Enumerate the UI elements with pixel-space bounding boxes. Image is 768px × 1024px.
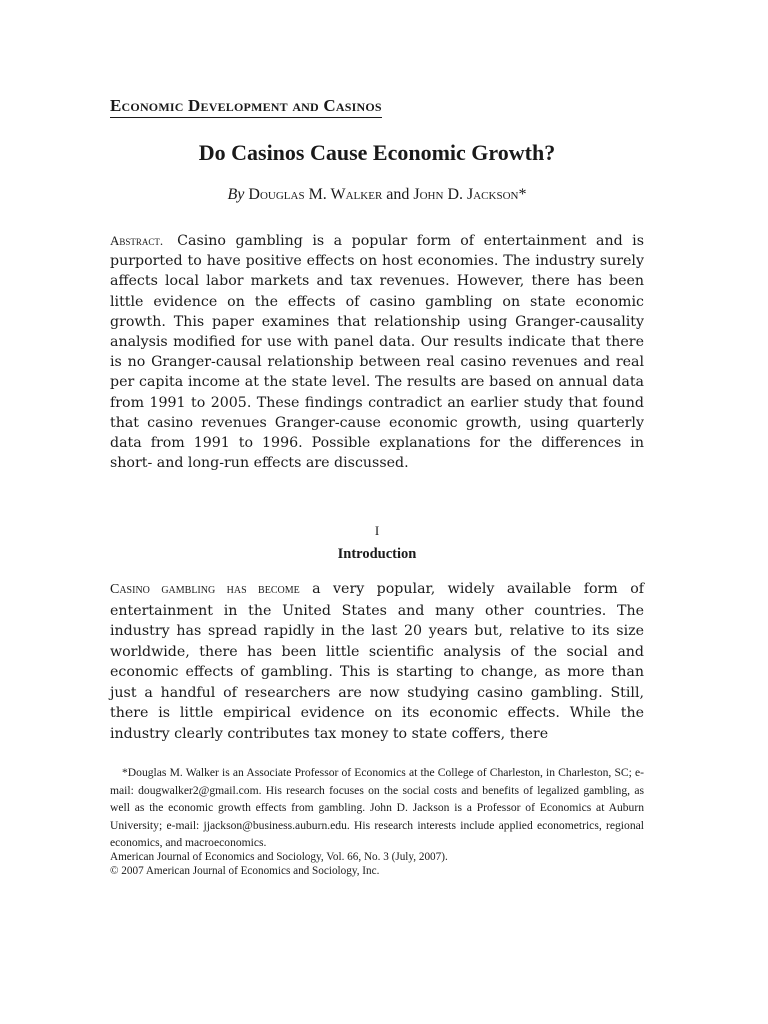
- abstract: [110, 231, 644, 473]
- introduction-text: a very popular, widely available form of entertainment in the United States and many other countries. The industry has spread rapidly in the last 20 years but, relative to its size worldwide, there has been little scientific analysis of the social and economic effects of gambling. This is starting to change, as more than just a handful of researchers are now studying casino gambling. Still, there is little empirical evidence on its economic effects. While the industry clearly contributes tax money to state coffers, there: [110, 581, 644, 742]
- copyright-line: © 2007 American Journal of Economics and Sociology, Inc.: [110, 864, 380, 877]
- introduction-paragraph: [110, 579, 644, 744]
- byline-and: and: [386, 186, 410, 203]
- lead-in: Casino gambling has become: [110, 582, 300, 598]
- abstract-text: Casino gambling is a popular form of entertainment and is purported to have positive effects on host economies. The industry surely affects local labor markets and tax revenues. However, there has been little evidence on the effects of casino gambling on state economic growth. This paper examines that relationship using Granger-causality analysis modified for use with panel data. Our results indicate that there is no Granger-causal relationship between real casino revenues and real per capita income at the state level. The results are based on annual data from 1991 to 2005. These findings contradict an earlier study that found that casino revenues Granger-cause economic growth, using quarterly data from 1991 to 1996. Possible explanations for the differences in short- and long-run effects are discussed.: [110, 233, 644, 472]
- article-page: [110, 96, 644, 878]
- section-number: I: [374, 523, 380, 539]
- byline: [110, 186, 644, 204]
- paper-title: Do Casinos Cause Economic Growth?: [198, 140, 556, 165]
- abstract-label: Abstract.: [110, 233, 164, 248]
- author-footnote: *Douglas M. Walker is an Associate Professor of Economics at the College of Charleston, in Charleston, SC; e-mail: dougwalker2@gmail.com. His research focuses on the social costs and benefits of legalized gambling, as well as the economic growth effects from gambling. John D. Jackson is a Professor of Economics at Auburn University; e-mail: jjackson@business.auburn.edu. His research interests include applied econometrics, regional economics, and macroeconomics.: [110, 766, 644, 850]
- byline-by: By: [227, 186, 245, 203]
- author-2: John D. Jackson*: [413, 186, 527, 203]
- journal-citation: American Journal of Economics and Sociology, Vol. 66, No. 3 (July, 2007).: [110, 851, 448, 864]
- section-title: Economic Development and Casinos: [110, 96, 382, 118]
- section-heading: Introduction: [337, 546, 417, 563]
- author-1: Douglas M. Walker: [248, 186, 383, 203]
